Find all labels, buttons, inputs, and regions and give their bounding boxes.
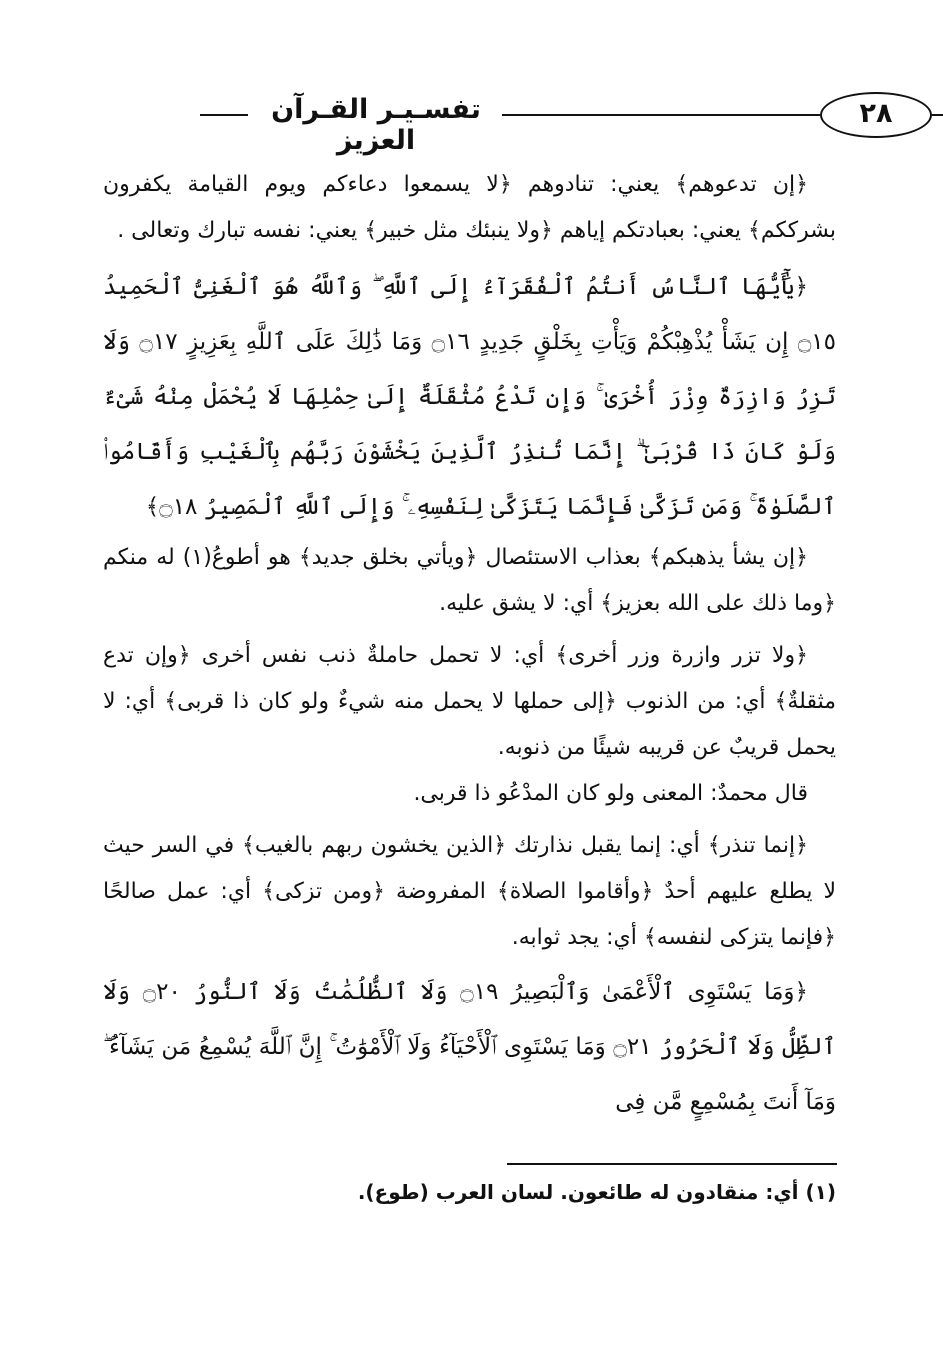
quran-verses: ﴿يَٰٓأَيُّهَا ٱلنَّاسُ أَنتُمُ ٱلْفُقَرَآءُ إِلَى ٱللَّهِ ۖ وَٱللَّهُ هُوَ ٱلْغَنِىُّ ٱلْحَمِيدُ ۝١٥ إِن يَشَأْ يُذْهِبْكُمْ وَيَأْتِ بِخَلْقٍ جَدِيدٍ ۝١٦ وَمَا ذَٰلِكَ عَلَى ٱللَّهِ بِعَزِيزٍ ۝١٧ وَلَا تَزِرُ وَازِرَةٌ وِزْرَ أُخْرَىٰ ۚ وَإِن تَدْعُ مُثْقَلَةٌ إِلَىٰ حِمْلِهَا لَا يُحْمَلْ مِنْهُ شَىْءٌ وَلَوْ كَانَ ذَا قُرْبَىٰٓ ۗ إِنَّمَا تُنذِرُ ٱلَّذِينَ يَخْشَوْنَ رَبَّهُم بِٱلْغَيْبِ وَأَقَامُوا۟ ٱلصَّلَوٰةَ ۚ وَمَن تَزَكَّىٰ فَإِنَّمَا يَتَزَكَّىٰ لِنَفْسِهِۦ ۚ وَإِلَى ٱللَّهِ ٱلْمَصِيرُ ۝١٨﴾ [103,274,837,520]
body-text [103,162,836,1130]
footnote: (١) أي: منقادون له طائعون. لسان العرب (طوع). [357,1180,836,1204]
commentary-paragraph: ﴿إن يشأ يذهبكم﴾ بعذاب الاستئصال ﴿ويأتي بخلق جديد﴾ هو أطوعُ(١) له منكم ﴿وما ذلك على الله بعزيز﴾ أي: لا يشق عليه. [103,545,836,616]
commentary-paragraph: قال محمدٌ: المعنى ولو كان المدْعُو ذا قربى. [413,781,808,806]
quran-verses: ﴿وَمَا يَسْتَوِى ٱلْأَعْمَىٰ وَٱلْبَصِيرُ ۝١٩ وَلَا ٱلظُّلُمَٰتُ وَلَا ٱلنُّورُ ۝٢٠ وَلَا ٱلظِّلُّ وَلَا ٱلْحَرُورُ ۝٢١ وَمَا يَسْتَوِى ٱلْأَحْيَآءُ وَلَا ٱلْأَمْوَٰتُ ۚ إِنَّ ٱللَّهَ يُسْمِعُ مَن يَشَآءُ ۖ وَمَآ أَنتَ بِمُسْمِعٍ مَّن فِى [103,979,836,1115]
running-title: تفسـيـر القـرآن العزيز [271,94,481,156]
commentary-paragraph: ﴿إن تدعوهم﴾ يعني: تنادوهم ﴿لا يسمعوا دعاءكم ويوم القيامة يكفرون بشرككم﴾ يعني: بعبادتكم إياهم ﴿ولا ينبئك مثل خبير﴾ يعني: نفسه تبارك وتعالى . [103,172,836,243]
header-rule-right [932,114,943,116]
header-rule-left [200,114,248,116]
commentary-paragraph: ﴿ولا تزر وازرة وزر أخرى﴾ أي: لا تحمل حاملةٌ ذنب نفس أخرى ﴿وإن تدع مثقلةٌ﴾ أي: من الذنوب ﴿إلى حملها لا يحمل منه شيءٌ ولو كان ذا قربى﴾ أي: لا يحمل قريبٌ عن قريبه شيئًا من ذنوبه. [103,643,836,760]
page-header [100,92,893,156]
page-number: ٢٨ [820,92,932,138]
header-rule-middle [502,114,820,116]
commentary-paragraph: ﴿إنما تنذر﴾ أي: إنما يقبل نذارتك ﴿الذين يخشون ربهم بالغيب﴾ في السر حيث لا يطلع عليهم أحدٌ ﴿وأقاموا الصلاة﴾ المفروضة ﴿ومن تزكى﴾ أي: عمل صالحًا ﴿فإنما يتزكى لنفسه﴾ أي: يجد ثوابه. [103,833,836,950]
footnote-separator [507,1163,837,1165]
